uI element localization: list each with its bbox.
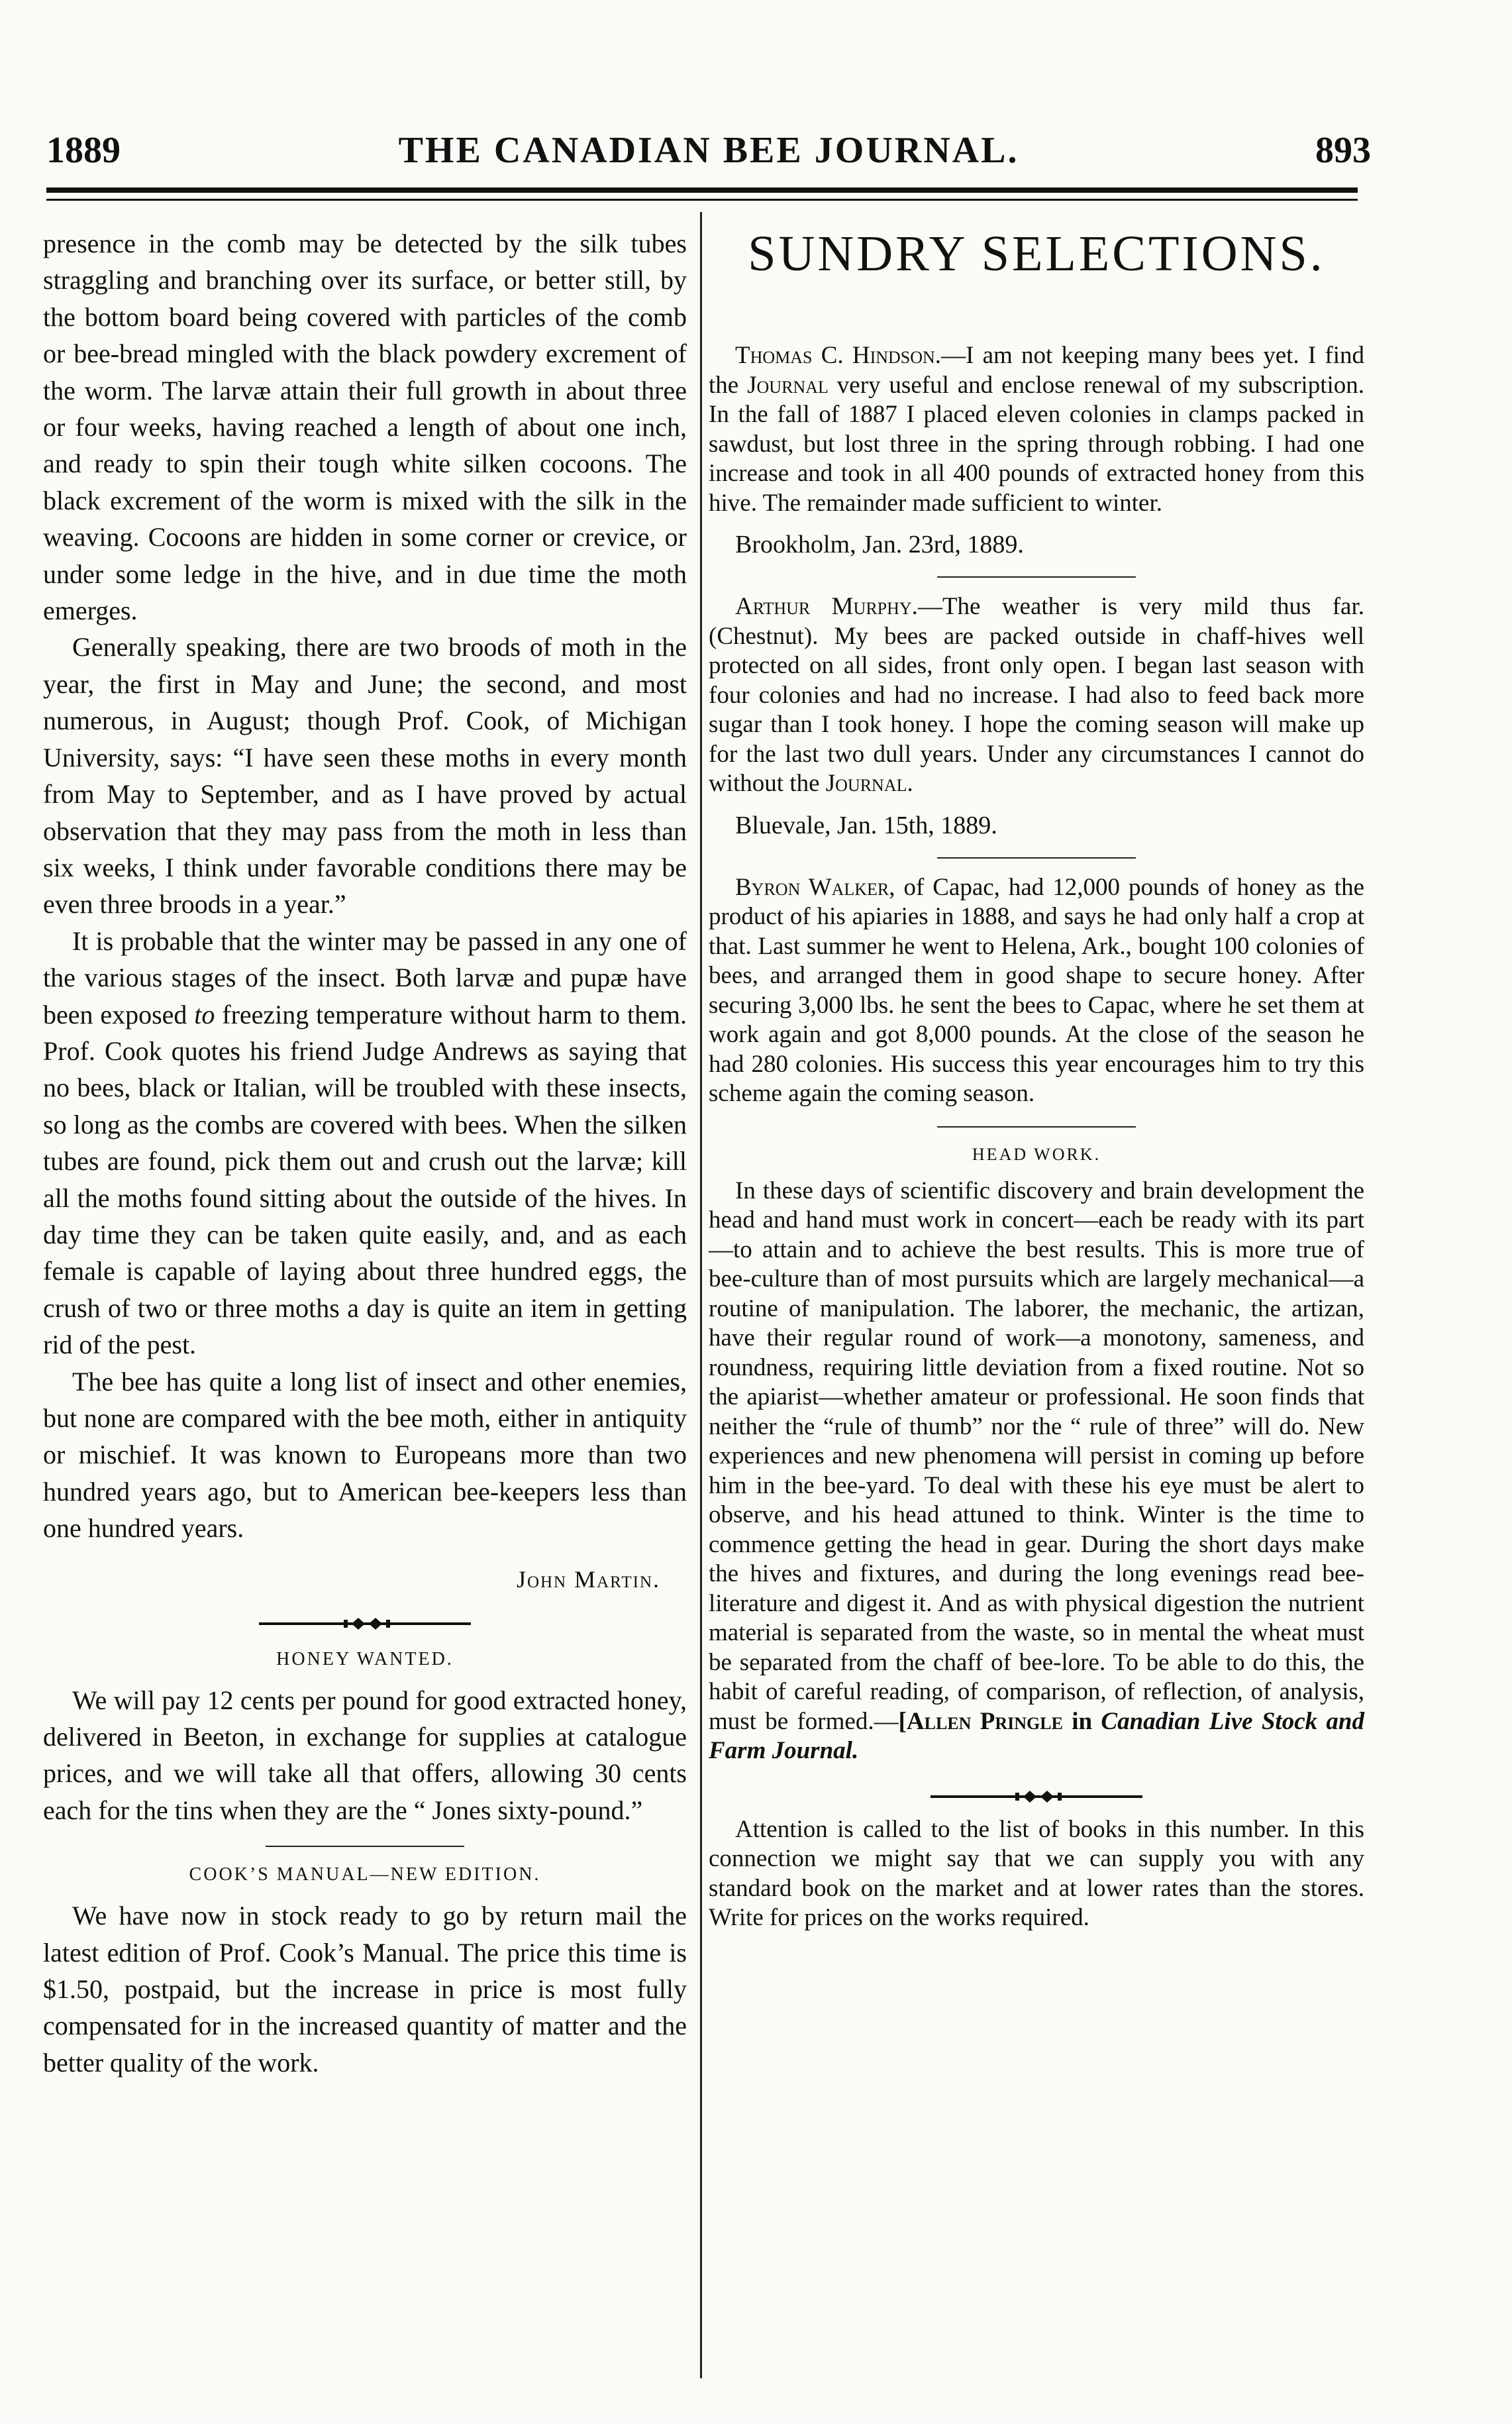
- murphy-place-date: Bluevale, Jan. 15th, 1889.: [735, 811, 997, 839]
- murphy-name: Arthur Murphy.: [735, 593, 918, 620]
- cooks-manual-heading: COOK’S MANUAL—NEW EDITION.: [189, 1864, 541, 1885]
- running-head: [46, 129, 1371, 182]
- hindson-name: Thomas C. Hindson.: [735, 342, 942, 369]
- honey-wanted-heading: HONEY WANTED.: [276, 1648, 454, 1669]
- header-rule-thick: [46, 187, 1358, 193]
- header-year: 1889: [46, 130, 121, 171]
- hindson-text: —I am not keeping many bees yet. I find the: [709, 342, 1364, 399]
- section-rule: [937, 1126, 1136, 1128]
- ornament-divider-icon: [931, 1789, 1142, 1805]
- paragraph-3-start: It is probable that the winter may be passed in any one of the various stages of the insect. Both larvæ and pupæ have been exposed: [43, 925, 687, 1029]
- bee-moth-paragraph-3: [43, 923, 687, 1363]
- bee-moth-paragraph-1: presence in the comb may be detected by the silk tubes straggling and branching over its surface, or better still, by the bottom board being covered with particles of the comb or bee-bread mingled with the black powdery excrement of the worm. The larvæ attain their full growth in about three or four weeks, having reached a length of about one inch, and ready to spin their tough white silken cocoons. The black excrement of the worm is mixed with the silk in the weaving. Cocoons are hidden in some corner or crevice, or under some ledge in the hive, and in due time the moth emerges.: [43, 229, 687, 626]
- murphy-text: —The weather is very mild thus far. (Chestnut). My bees are packed outside in chaff-hives well protected on all sides, front only open. I began last season with four colonies and had no increase. I had also to feed back more sugar than I took honey. I hope the coming season will make up for the last two dull years. Under any circumstances I cannot do without the: [709, 593, 1364, 797]
- hindson-place-date: Brookholm, Jan. 23rd, 1889.: [735, 531, 1024, 558]
- column-divider: [700, 212, 702, 2378]
- head-work-body: [709, 1177, 1364, 1766]
- head-work-credit-in: in: [1062, 1707, 1101, 1735]
- walker-name: Byron Walker,: [735, 873, 895, 901]
- head-work-credit: [Allen Pringle: [898, 1707, 1063, 1735]
- paragraph-3-italic: to: [194, 999, 215, 1029]
- right-column: [709, 225, 1364, 1933]
- honey-wanted-body: We will pay 12 cents per pound for good extracted honey, delivered in Beeton, in exchange for supplies at catalogue prices, and we will take all that offers, allowing 30 cents each for the tins when they are the “ Jones sixty-pound.”: [43, 1685, 687, 1825]
- header-rule-thin: [46, 199, 1358, 201]
- page-number: 893: [1315, 130, 1371, 171]
- murphy-letter: [709, 592, 1364, 799]
- hindson-letter: [709, 341, 1364, 518]
- hindson-journal: Journal: [747, 371, 829, 399]
- paragraph-3-end: freezing temperature without harm to them. Prof. Cook quotes his friend Judge Andrews as saying that no bees, black or Italian, will be troubled with these insects, so long as the combs are covered with bees. When the silken tubes are found, pick them out and crush out the larvæ; kill all the moths found sitting about the outside of the hives. In day time they can be taken quite easily, and, and as each female is capable of laying about three hundred eggs, the crush of two or three moths a day is quite an item in getting rid of the pest.: [43, 999, 687, 1360]
- hindson-text-2: very useful and enclose renewal of my subscription. In the fall of 1887 I placed eleven colonies in clamps packed in sawdust, but lost three in the spring through robbing. I had one increase and took in all 400 pounds of extracted honey from this hive. The remainder made sufficient to winter.: [709, 371, 1365, 517]
- left-column: [43, 225, 687, 2081]
- section-rule: [266, 1846, 464, 1847]
- ornament-divider-icon: [259, 1616, 471, 1632]
- head-work-publication: Canadian Live Stock and Farm Journal.: [709, 1707, 1364, 1764]
- walker-text: of Capac, had 12,000 pounds of honey as the product of his apiaries in 1888, and says he had only half a crop at that. Last summer he went to Helena, Ark., bought 100 colonies of bees, and arranged them in good shape to secure honey. After securing 3,000 lbs. he sent the bees to Capac, where he set them at work again and got 8,000 pounds. At the close of the season he had 280 colonies. His success this year encourages him to try this scheme again the coming season.: [709, 873, 1365, 1107]
- attention-notice: Attention is called to the list of books in this number. In this connection we might say that we can supply you with any standard book on the market and at lower rates than the stores. Write for prices on the works required.: [709, 1815, 1364, 1931]
- cooks-manual-body: We have now in stock ready to go by return mail the latest edition of Prof. Cook’s Manual. The price this time is $1.50, postpaid, but the increase in price is most fully compensated for in the increased quantity of matter and the better quality of the work.: [43, 1901, 687, 2078]
- head-work-text: In these days of scientific discovery and brain development the head and hand must work in concert—each be ready with its part —to attain and to achieve the best results. This is more true of bee-culture than of most pursuits which are largely mechanical—a routine of manipulation. The laborer, the mechanic, the artizan, have their regular round of work—a monotony, sameness, and roundness, requiring little deviation from a fixed routine. Not so the apiarist—whether amateur or professional. He soon finds that neither the “rule of thumb” nor the “ rule of three” will do. New experiences and new phenomena will persist in coming up before him in the bee-yard. To deal with these his eye must be alert to observe, and his head attuned to think. Winter is the time to commence getting the head in gear. During the short days make the hives and fixtures, and during the long evenings read bee-literature and digest it. And as with physical digestion the nutrient material is separated from the waste, so in mental the wheat must be separated from the chaff of bee-lore. To be able to do this, the habit of careful reading, of comparison, of reflection, of analysis, must be formed.—: [709, 1177, 1364, 1735]
- walker-report: [709, 873, 1364, 1109]
- sundry-selections-title: SUNDRY SELECTIONS.: [748, 226, 1325, 282]
- author-signature: John Martin.: [516, 1565, 660, 1593]
- journal-title: THE CANADIAN BEE JOURNAL.: [398, 130, 1019, 171]
- bee-moth-paragraph-2: Generally speaking, there are two broods of moth in the year, the first in May and June; the second, and most numerous, in August; though Prof. Cook, of Michigan University, says: “I have seen these moths in every month from May to September, and as I have proved by actual observation that they may pass from the moth in less than six weeks, I think under favorable conditions there may be even three broods in a year.”: [43, 632, 687, 920]
- bee-moth-paragraph-4: The bee has quite a long list of insect and other enemies, but none are compared with the bee moth, either in antiquity or mischief. It was known to Europeans more than two hundred years ago, but to American bee-keepers less than one hundred years.: [43, 1366, 687, 1544]
- murphy-journal: Journal.: [825, 770, 913, 797]
- section-rule: [937, 576, 1136, 578]
- section-rule: [937, 857, 1136, 859]
- head-work-heading: HEAD WORK.: [972, 1144, 1101, 1164]
